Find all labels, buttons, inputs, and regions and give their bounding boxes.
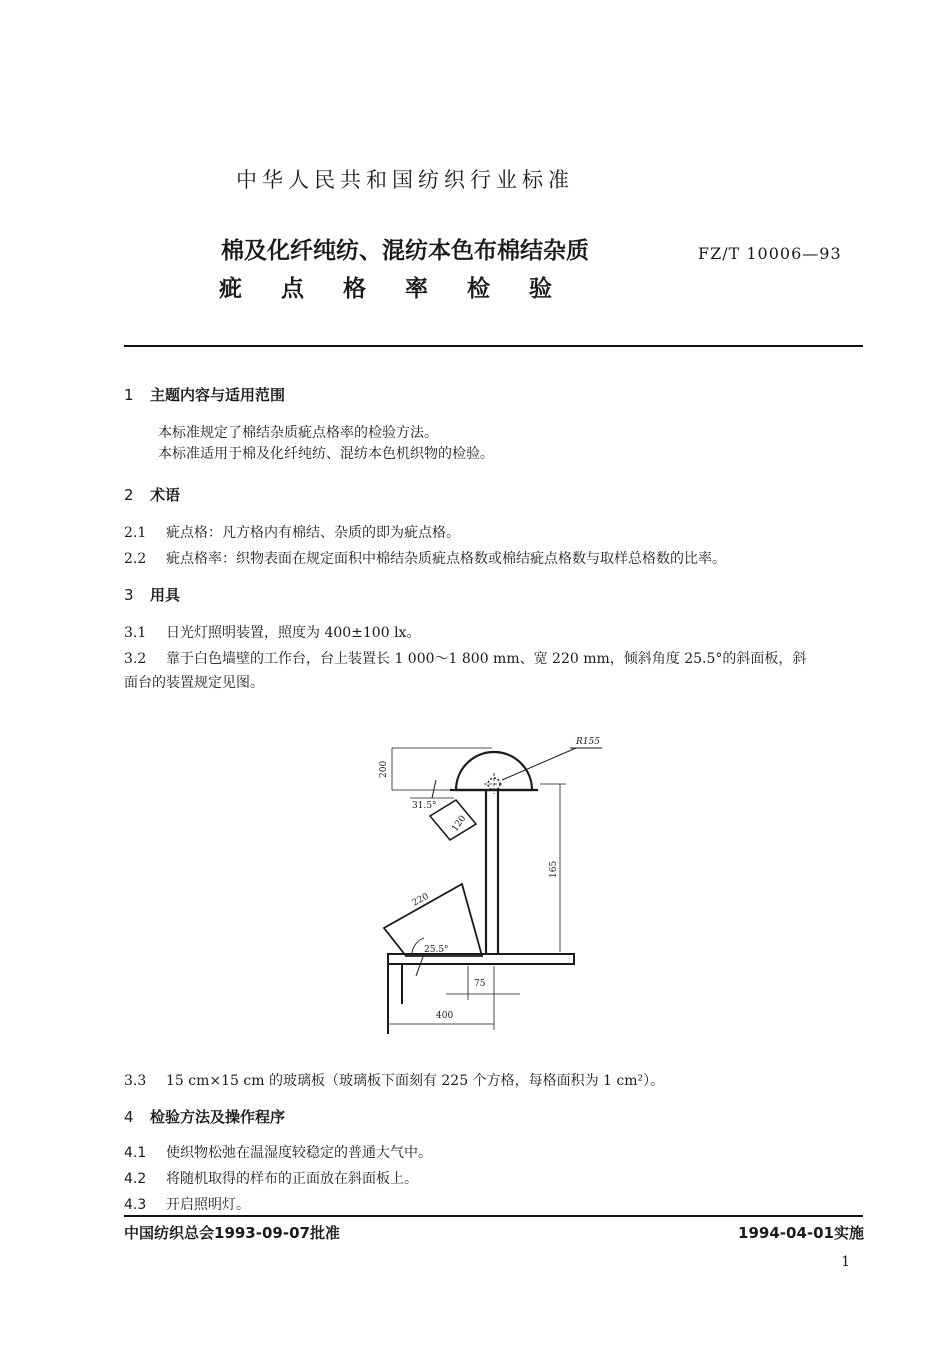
document-title-line-2: 疵点格率检验	[219, 276, 591, 302]
clause-4-2	[124, 1168, 418, 1188]
clause-text: 使织物松弛在温湿度较稳定的普通大气中。	[166, 1145, 432, 1161]
document-title-line-1: 棉及化纤纯纺、混纺本色布棉结杂质	[221, 238, 589, 264]
clause-number: 4.2	[124, 1171, 147, 1187]
radius-label: R155	[576, 737, 600, 747]
section-number: 3	[124, 586, 134, 604]
clause-number: 4.3	[124, 1197, 147, 1213]
page-number: 1	[841, 1254, 850, 1270]
clause-number: 2.2	[124, 551, 147, 567]
clause-2-1	[124, 522, 460, 542]
section-3-heading	[124, 584, 180, 605]
section-2-heading	[124, 484, 180, 505]
section-1-heading	[124, 384, 285, 405]
clause-number: 2.1	[124, 525, 147, 541]
section-title: 术语	[150, 486, 181, 504]
offset-label: 75	[474, 979, 486, 989]
issuer-title: 中华人民共和国纺织行业标准	[236, 168, 574, 192]
depth-label: 400	[436, 1011, 454, 1021]
clause-3-1	[124, 622, 420, 642]
implementation-date: 1994-04-01实施	[738, 1224, 864, 1242]
clause-3-3	[124, 1070, 664, 1090]
approval-note: 中国纺织总会1993-09-07批准	[124, 1224, 340, 1242]
lamp-angle-label: 31.5°	[412, 801, 437, 811]
section-number: 2	[124, 486, 134, 504]
clause-text: 将随机取得的样布的正面放在斜面板上。	[166, 1171, 418, 1187]
clause-number: 3.2	[124, 651, 147, 667]
section-1-paragraph-1: 本标准规定了棉结杂质疵点格率的检验方法。	[158, 425, 438, 441]
clause-text: 疵点格：凡方格内有棉结、杂质的即为疵点格。	[166, 525, 460, 541]
board-width-label: 220	[410, 891, 431, 909]
height-mid-label: 165	[549, 860, 559, 878]
section-title: 用具	[150, 586, 181, 604]
clause-number: 3.1	[124, 625, 147, 641]
lamp-box-shape	[430, 800, 476, 840]
standard-code: FZ/T 10006—93	[698, 244, 842, 263]
board-angle-label: 25.5°	[424, 945, 449, 955]
clause-2-2	[124, 548, 726, 568]
clause-text: 开启照明灯。	[166, 1197, 250, 1213]
clause-text: 疵点格率：织物表面在规定面积中棉结杂质疵点格数或棉结疵点格数与取样总格数的比率。	[166, 551, 726, 567]
clause-number: 3.3	[124, 1073, 147, 1089]
clause-4-1	[124, 1142, 432, 1162]
section-number: 4	[124, 1108, 134, 1126]
height-top-label: 200	[379, 760, 389, 778]
clause-text: 靠于白色墙壁的工作台，台上装置长 1 000～1 800 mm、宽 220 mm，倾斜角度 25.5°的斜面板，斜	[166, 651, 807, 667]
section-number: 1	[124, 386, 134, 404]
clause-text: 15 cm×15 cm 的玻璃板（玻璃板下面刻有 225 个方格，每格面积为 1 cm²）。	[166, 1073, 665, 1089]
apparatus-diagram	[370, 728, 620, 1038]
clause-4-3	[124, 1194, 250, 1214]
clause-number: 4.1	[124, 1145, 147, 1161]
clause-3-2	[124, 648, 806, 668]
lamp-width-label: 120	[450, 813, 469, 834]
section-1-paragraph-2: 本标准适用于棉及化纤纯纺、混纺本色机织物的检验。	[158, 446, 494, 462]
footer-divider	[124, 1215, 863, 1217]
section-title: 主题内容与适用范围	[150, 386, 286, 404]
clause-3-2-continuation: 面台的装置规定见图。	[124, 675, 264, 691]
section-4-heading	[124, 1106, 285, 1127]
header-divider	[124, 345, 863, 347]
section-title: 检验方法及操作程序	[150, 1108, 286, 1126]
clause-text: 日光灯照明装置，照度为 400±100 lx。	[166, 625, 421, 641]
